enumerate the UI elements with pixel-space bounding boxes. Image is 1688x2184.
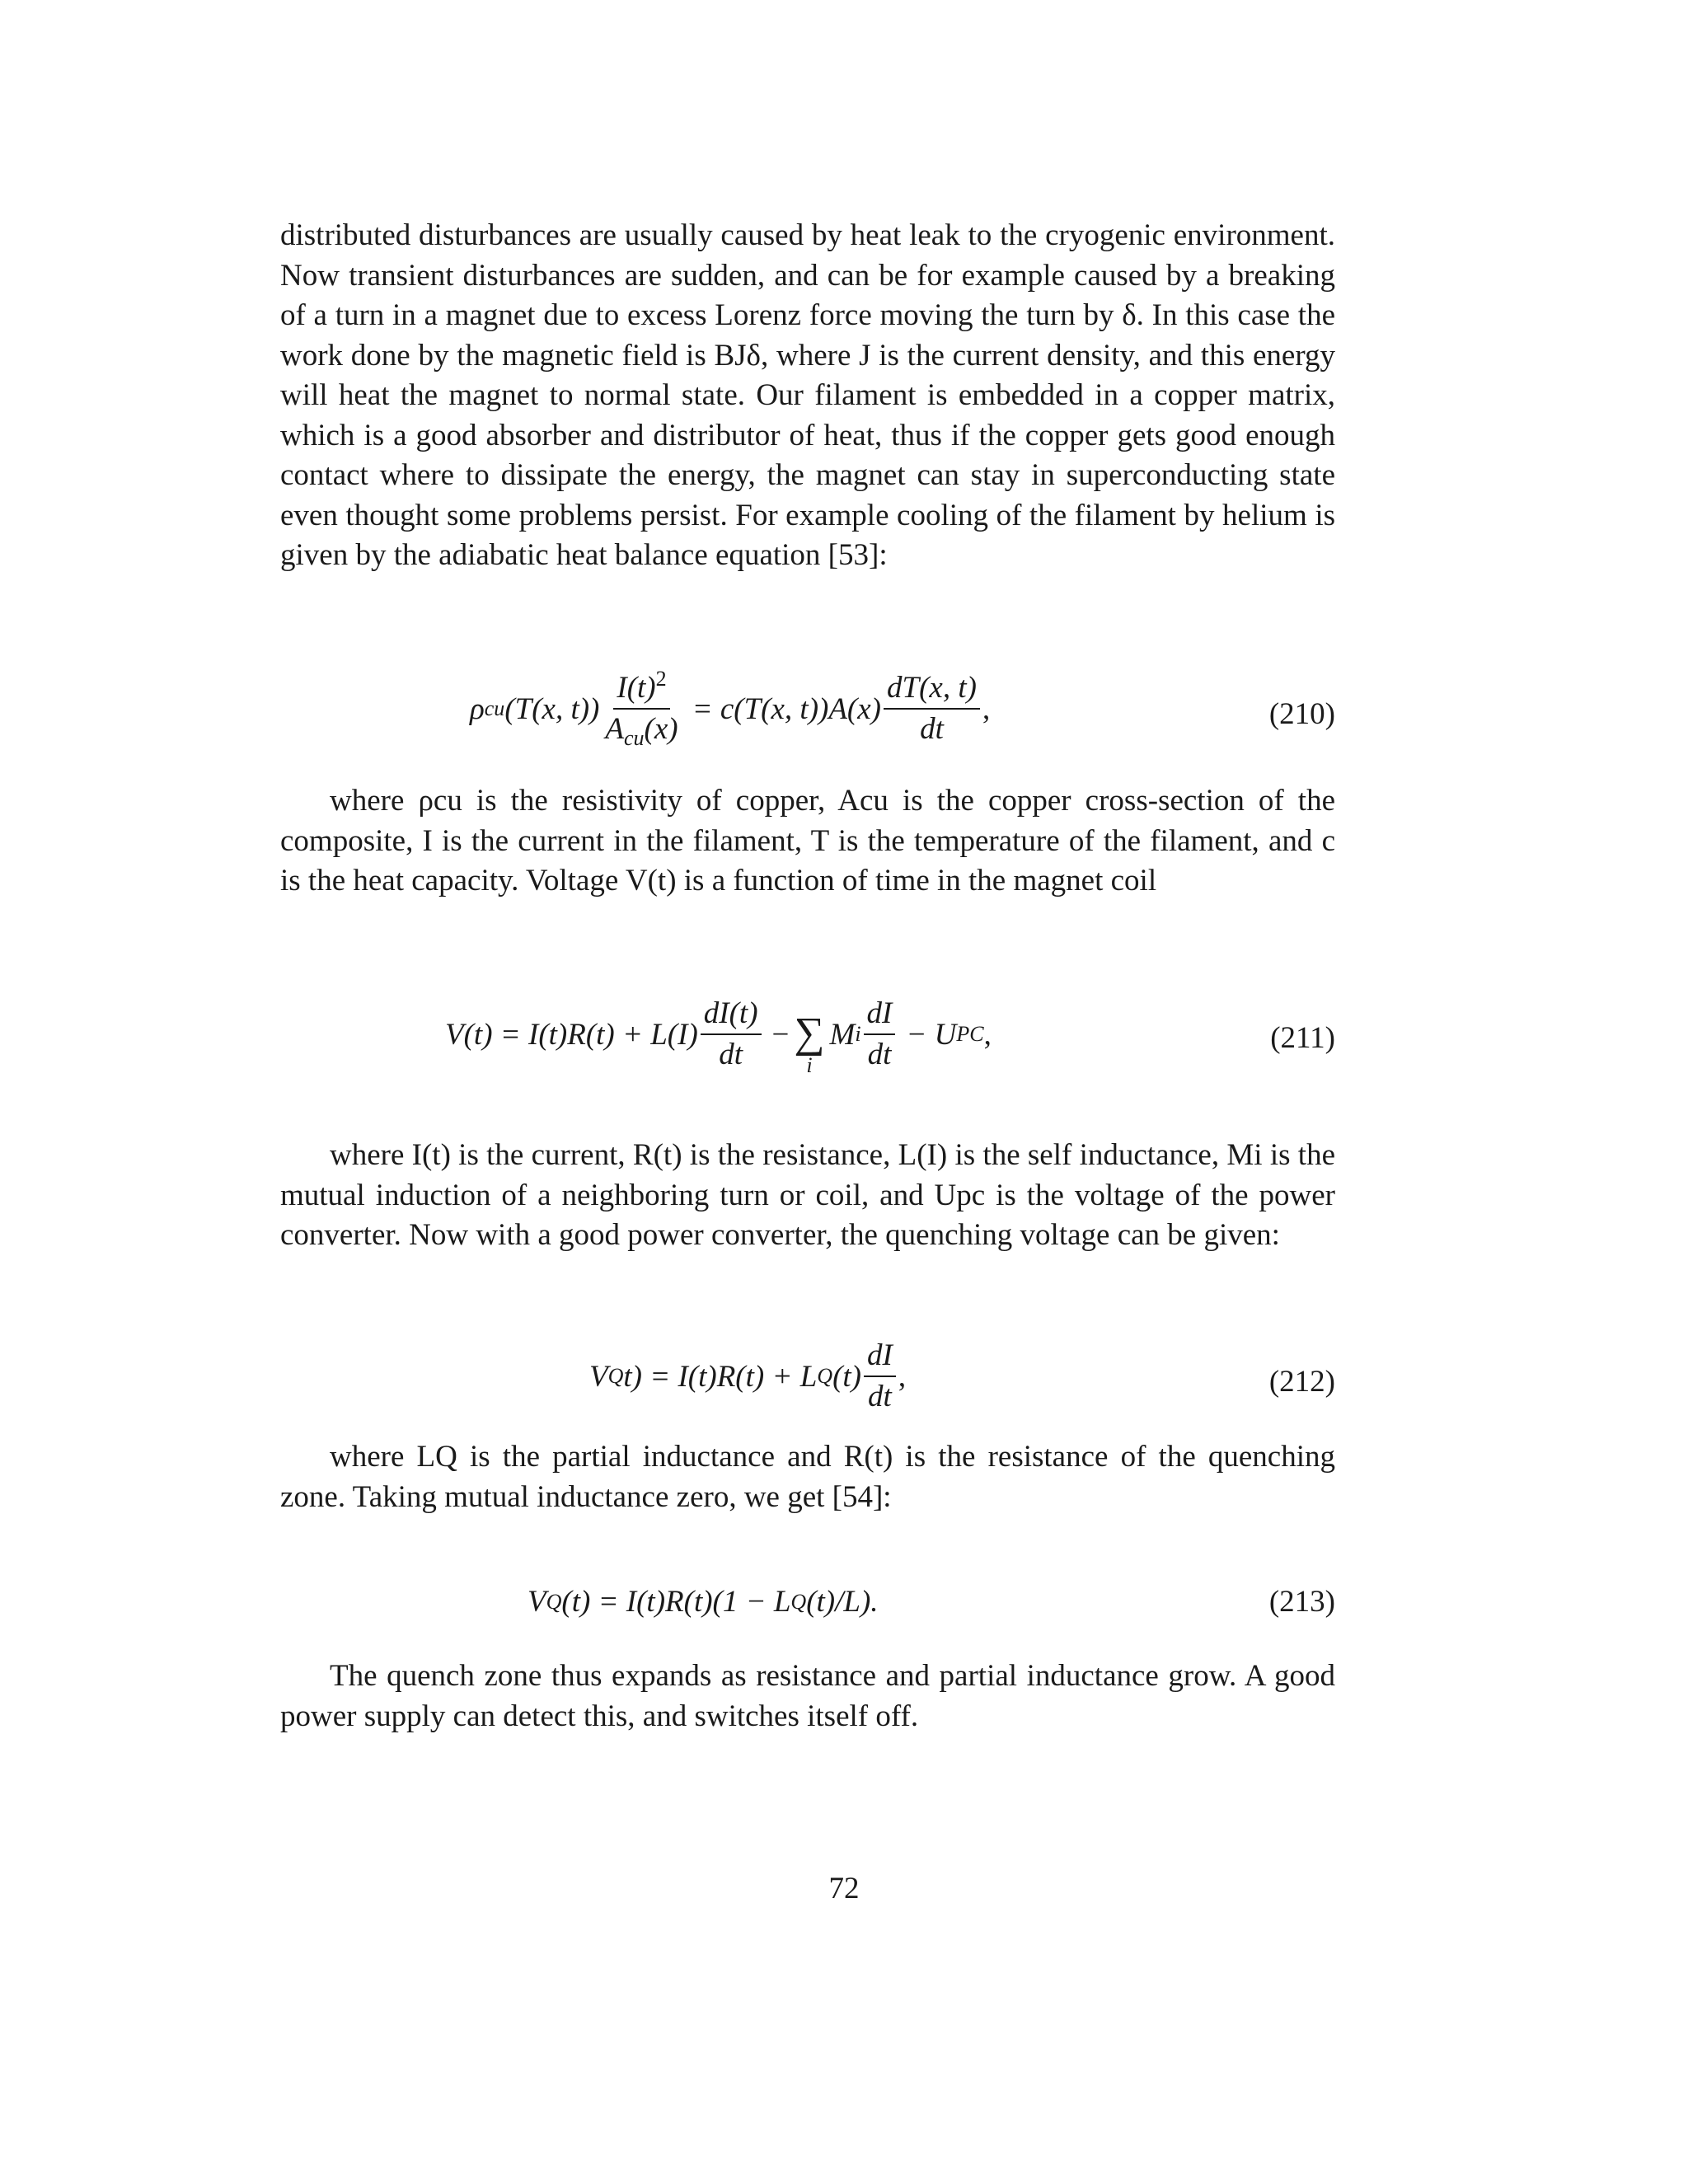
paragraph-5-text: The quench zone thus expands as resistance and partial inductance grow. A good power supply can detect this, and switches itself off. (280, 1659, 1335, 1733)
paragraph-1 (280, 216, 1335, 576)
fraction: $\frac{dI(t)}{dt}$ (701, 997, 762, 1071)
equation-number: (210) (1268, 697, 1335, 731)
equation-212-body: V Q t) = I(t)R(t) + L Q (t) $\frac{dI}{dt}$ , (589, 1338, 907, 1413)
summation-symbol: ∑ i (794, 1010, 825, 1077)
paragraph-2-text: where ρcu is the resistivity of copper, Acu is the copper cross-section of the composite, I is the current in the filament, T is the temperature of the filament, and c is the heat capacity. Voltage V(t) is a function of time in the magnet coil (280, 784, 1335, 898)
equation-number: (213) (1268, 1585, 1335, 1619)
equation-213-body: V Q (t) = I(t)R(t)(1 − L Q (t)/L). (528, 1585, 879, 1619)
page-number: 72 (828, 1872, 860, 1905)
fraction: $\frac{dT(x, t)}{dt}$ (884, 672, 980, 746)
paragraph-4-text: where LQ is the partial inductance and R(t) is the resistance of the quenching zone. Taking mutual inductance zero, we get [54]: (280, 1440, 1335, 1514)
equation-211 (280, 997, 1335, 1096)
paragraph-2 (280, 781, 1335, 902)
equation-213 (280, 1584, 1335, 1625)
fraction: $\frac{dI}{dt}$ (864, 997, 896, 1071)
equation-number: (212) (1268, 1365, 1335, 1399)
equation-212 (280, 1339, 1335, 1422)
fraction: $\frac{I(t)^2}{A_{cu}(x)}$ (605, 667, 678, 750)
paragraph-1-text: distributed disturbances are usually caused by heat leak to the cryogenic environment. Now transient disturbances are sudden, and can be for example caused by a breaking of a turn in a magnet due to excess Lorenz force moving the turn by δ. In this case the work done by the magnetic field is BJδ, where J is the current density, and this energy will heat the magnet to normal state. Our filament is embedded in a copper matrix, which is a good absorber and distributor of heat, thus if the copper gets good enough contact where to dissipate the energy, the magnet can stay in superconducting state even thought some problems persist. For example cooling of the filament by helium is given by the adiabatic heat balance equation [53]: (280, 218, 1335, 572)
paragraph-3 (280, 1136, 1335, 1256)
paragraph-5 (280, 1657, 1335, 1736)
equation-number: (211) (1270, 1021, 1335, 1055)
paragraph-4 (280, 1437, 1335, 1517)
equation-210 (280, 667, 1335, 754)
paragraph-3-text: where I(t) is the current, R(t) is the resistance, L(I) is the self inductance, Mi is the mutual induction of a neighboring turn or coil, and Upc is the voltage of the power converter. Now with a good power converter, the quenching voltage can be given: (280, 1138, 1335, 1252)
fraction: $\frac{dI}{dt}$ (864, 1339, 896, 1413)
equation-210-body: ρ cu (T(x, t)) $\frac{I(t)^2}{A_{cu}(x)}$ = c(T(x, t))A(x) $\frac{dT(x, t)}{dt}$ , (470, 667, 991, 750)
equation-211-body: V(t) = I(t)R(t) + L(I) $\frac{dI(t)}{dt}$ − ∑ i M i $\frac{dI}{dt}$ − U PC , (445, 996, 992, 1077)
